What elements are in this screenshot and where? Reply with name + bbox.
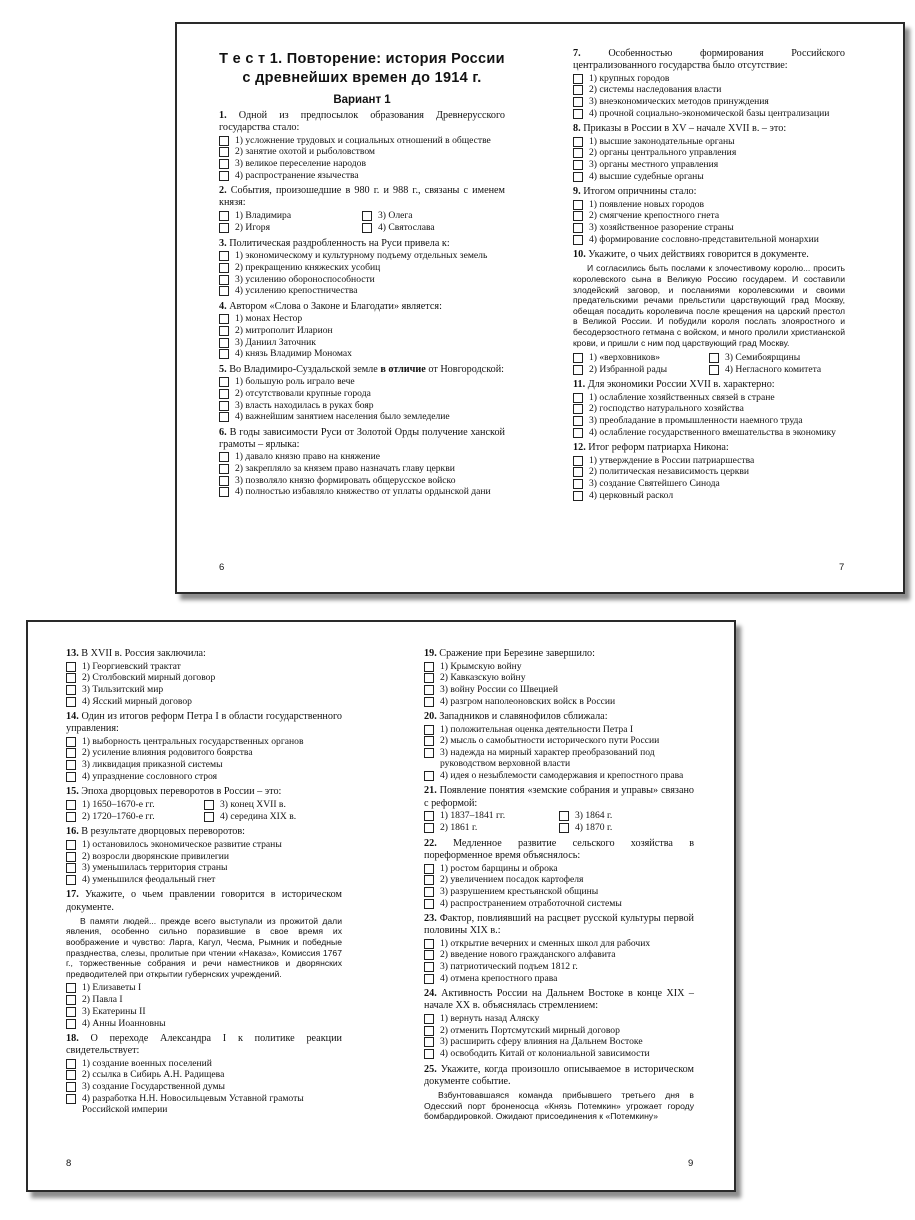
checkbox[interactable]	[424, 811, 434, 821]
checkbox[interactable]	[424, 771, 434, 781]
historical-document: И согласились быть послами к злочестивому королю... просить королевского сына в Великую Россию государем. И составили злодейский заговор, и посланиями королевскими и своими предательскими речами прельстили царствующий град Москву, обещая посадить королевича после крещения на царский престол в Великой России. И побудили короля послать злояростного и бесодерзостного гетмана с войском, и много пролили христианской крови, и пришли с ним под царствующий град Москву.	[573, 263, 845, 348]
question-11: 11. Для экономики России XVII в. характерно: 1) ослабление хозяйственных связей в стране 2) господство натурального хозяйства 3) преобладание в промышленности наемного труда 4) ослабление государственного вмешательства в экономику	[573, 379, 845, 438]
checkbox[interactable]	[204, 800, 214, 810]
question-24: 24. Активность России на Дальнем Востоке в конце XIX – начале XX в. объяснялась стремлением: 1) вернуть назад Аляску 2) отменить Портсмутский мирный договор 3) расширить сферу влияния на Дальнем Востоке 4) освободить Китай от колониальной зависимости	[424, 988, 695, 1060]
option-3[interactable]: 3) патриотический подъем 1812 г.	[424, 961, 694, 972]
option-2[interactable]: 2) мысль о самобытности исторического пути России	[424, 735, 694, 746]
option-4[interactable]: 4) разработка Н.Н. Новосильцевым Уставной грамоты Российской империи	[66, 1093, 342, 1116]
option-4[interactable]: 4) Ясский мирный договор	[66, 696, 342, 707]
checkbox[interactable]	[424, 899, 434, 909]
option-1[interactable]: 1) усложнение трудовых и социальных отношений в обществе	[219, 135, 505, 146]
checkbox[interactable]	[219, 326, 229, 336]
option-4[interactable]: 4) усилению крепостничества	[219, 285, 505, 296]
checkbox[interactable]	[66, 1007, 76, 1017]
checkbox[interactable]	[573, 160, 583, 170]
option-2[interactable]: 2) прекращению княжеских усобиц	[219, 262, 505, 273]
option-2[interactable]: 2) отменить Портсмутский мирный договор	[424, 1025, 694, 1036]
question-22: 22. Медленное развитие сельского хозяйства в пореформенное время объяснялось: 1) ростом барщины и оброка 2) увеличением посадок картофеля 3) разрушением крестьянской общины 4) распространением отработочной системы	[424, 837, 695, 909]
option-4[interactable]: 4) 1870 г.	[559, 822, 694, 833]
option-1[interactable]: 1) Елизаветы I	[66, 982, 342, 993]
checkbox[interactable]	[66, 737, 76, 747]
checkbox[interactable]	[66, 685, 76, 695]
option-3[interactable]: 3) конец XVII в.	[204, 799, 342, 810]
option-3[interactable]: 3) войну России со Швецией	[424, 684, 694, 695]
page-8	[66, 648, 342, 1116]
checkbox[interactable]	[219, 159, 229, 169]
option-3[interactable]: 3) 1864 г.	[559, 810, 694, 821]
checkbox[interactable]	[573, 74, 583, 84]
option-3[interactable]: 3) Олега	[362, 210, 505, 221]
option-4[interactable]: 4) уменьшился феодальный гнет	[66, 874, 342, 885]
option-2[interactable]: 2) ссылка в Сибирь А.Н. Радищева	[66, 1069, 342, 1080]
checkbox[interactable]	[424, 685, 434, 695]
option-4[interactable]: 4) князь Владимир Мономах	[219, 348, 505, 359]
checkbox[interactable]	[219, 171, 229, 181]
option-1[interactable]: 1) 1837–1841 гг.	[424, 810, 559, 821]
option-2[interactable]: 2) введение нового гражданского алфавита	[424, 949, 694, 960]
checkbox[interactable]	[424, 939, 434, 949]
test-title: Т е с т 1. Повторение: история России с древнейших времен до 1914 г.	[219, 51, 505, 86]
option-4[interactable]: 4) освободить Китай от колониальной зависимости	[424, 1048, 694, 1059]
option-3[interactable]: 3) Тильзитский мир	[66, 684, 342, 695]
historical-document: В памяти людей... прежде всего выступали из прожитой дали явления, особенно сильно поразившие в свое время их воображение и чувство: Ларга, Кагул, Чесма, Рымник и победные празднества, слезы, пролитые при чтении «Наказа», Комиссия 1767 г., торжественные собрания и речи наместников и дворянских предводителей при открытии губернских учреждений.	[66, 915, 342, 979]
option-3[interactable]: 3) создание Государственной думы	[66, 1081, 342, 1092]
option-4[interactable]: 4) Негласного комитета	[709, 364, 845, 375]
option-2[interactable]: 2) смягчение крепостного гнета	[573, 210, 845, 221]
page-number-7: 7	[839, 562, 845, 573]
option-4[interactable]: 4) ослабление государственного вмешательства в экономику	[573, 427, 845, 438]
top-spread	[175, 22, 905, 594]
question-13: 13. В XVII в. Россия заключила: 1) Георгиевский трактат 2) Столбовский мирный договор 3) Тильзитский мир 4) Ясский мирный договор	[66, 648, 342, 707]
checkbox[interactable]	[424, 823, 434, 833]
option-4[interactable]: 4) высшие судебные органы	[573, 171, 845, 182]
option-3[interactable]: 3) ликвидация приказной системы	[66, 759, 342, 770]
question-20: 20. Западников и славянофилов сближала: 1) положительная оценка деятельности Петра I 2) мысль о самобытности исторического пути России 3) надежда на мирный характер преобразований под руководством верховной власти 4) идея о незыблемости самодержавия и крепостного права	[424, 711, 694, 781]
checkbox[interactable]	[66, 983, 76, 993]
page-9	[424, 648, 694, 1125]
option-4[interactable]: 4) церковный раскол	[573, 490, 845, 501]
checkbox[interactable]	[66, 697, 76, 707]
option-4[interactable]: 4) Святослава	[362, 222, 505, 233]
checkbox[interactable]	[66, 673, 76, 683]
checkbox[interactable]	[573, 137, 583, 147]
question-3: 3. Политическая раздробленность на Руси привела к: 1) экономическому и культурному подъему отдельных земель 2) прекращению княжеских усобиц 3) усилению обороноспособности 4) усилению крепостничества	[219, 238, 505, 297]
option-3[interactable]: 3) внеэкономических методов принуждения	[573, 96, 845, 107]
checkbox[interactable]	[424, 662, 434, 672]
option-3[interactable]: 3) Семибоярщины	[709, 352, 845, 363]
checkbox[interactable]	[573, 404, 583, 414]
checkbox[interactable]	[424, 864, 434, 874]
option-1[interactable]: 1) экономическому и культурному подъему отдельных земель	[219, 250, 505, 261]
checkbox[interactable]	[219, 476, 229, 486]
question-15: 15. Эпоха дворцовых переворотов в России – это: 1) 1650–1670-е гг. 3) конец XVII в. 2) 1720–1760-е гг. 4) середина XIX в.	[66, 786, 342, 822]
checkbox[interactable]	[66, 1019, 76, 1029]
option-4[interactable]: 4) Анны Иоанновны	[66, 1018, 342, 1029]
question-6: 6. В годы зависимости Руси от Золотой Орды получение ханской грамоты – ярлыка: 1) давало князю право на княжение 2) закрепляло за князем право назначать главу церкви 3) позволяло князю формировать общерусское войско 4) полностью избавляло княжество от уплаты ордынской дани	[219, 426, 505, 498]
checkbox[interactable]	[219, 412, 229, 422]
checkbox[interactable]	[219, 314, 229, 324]
option-4[interactable]: 4) упразднение сословного строя	[66, 771, 342, 782]
question-23: 23. Фактор, повлиявший на расцвет русской культуры первой половины XIX в.: 1) открытие вечерних и сменных школ для рабочих 2) введение нового гражданского алфавита 3) патриотический подъем 1812 г. 4) отмена крепостного права	[424, 913, 695, 984]
question-12: 12. Итог реформ патриарха Никона: 1) утверждение в России патриаршества 2) политическая независимость церкви 3) создание Святейшего Синода 4) церковный раскол	[573, 442, 845, 501]
checkbox[interactable]	[573, 109, 583, 119]
option-4[interactable]: 4) отмена крепостного права	[424, 973, 694, 984]
checkbox[interactable]	[66, 840, 76, 850]
checkbox[interactable]	[559, 823, 569, 833]
checkbox[interactable]	[573, 211, 583, 221]
checkbox[interactable]	[424, 962, 434, 972]
checkbox[interactable]	[424, 1014, 434, 1024]
page-number-6: 6	[219, 562, 225, 573]
checkbox[interactable]	[219, 349, 229, 359]
option-1[interactable]: 1) большую роль играло вече	[219, 376, 505, 387]
checkbox[interactable]	[424, 1049, 434, 1059]
option-4[interactable]: 4) идея о незыблемости самодержавия и крепостного права	[424, 770, 694, 781]
option-4[interactable]: 4) распространением отработочной системы	[424, 898, 694, 909]
checkbox[interactable]	[573, 416, 583, 426]
checkbox[interactable]	[66, 875, 76, 885]
checkbox[interactable]	[66, 800, 76, 810]
checkbox[interactable]	[424, 1026, 434, 1036]
checkbox[interactable]	[219, 286, 229, 296]
option-3[interactable]: 3) Екатерины II	[66, 1006, 342, 1017]
checkbox[interactable]	[66, 1059, 76, 1069]
option-2[interactable]: 2) Кавказскую войну	[424, 672, 694, 683]
option-3[interactable]: 3) органы местного управления	[573, 159, 845, 170]
option-3[interactable]: 3) разрушением крестьянской общины	[424, 886, 694, 897]
historical-document: Взбунтовавшаяся команда прибывшего третьего дня в Одесский порт броненосца «Князь Потемкин» угрожает городу бомбардировкой. Ожидают присоединения к «Потемкину»	[424, 1089, 694, 1122]
question-7: 7. Особенностью формирования Российского централизованного государства было отсутствие: 1) крупных городов 2) системы наследования власти 3) внеэкономических методов принуждения 4) прочной социально-экономической базы централизации	[573, 48, 845, 119]
page-6	[219, 50, 505, 498]
option-2[interactable]: 2) Столбовский мирный договор	[66, 672, 342, 683]
option-2[interactable]: 2) Игоря	[219, 222, 362, 233]
checkbox[interactable]	[573, 223, 583, 233]
bottom-spread	[26, 620, 736, 1192]
checkbox[interactable]	[219, 147, 229, 157]
question-25: 25. Укажите, когда произошло описываемое в историческом документе событие. Взбунтовавшаяся команда прибывшего третьего дня в Одесский порт броненосца «Князь Потемкин» угрожает городу бомбардировкой. Ожидают присоединения к «Потемкину»	[424, 1063, 694, 1122]
option-2[interactable]: 2) закрепляло за князем право назначать главу церкви	[219, 463, 505, 474]
checkbox[interactable]	[66, 812, 76, 822]
checkbox[interactable]	[219, 263, 229, 273]
checkbox[interactable]	[424, 725, 434, 735]
option-1[interactable]: 1) открытие вечерних и сменных школ для рабочих	[424, 938, 694, 949]
option-1[interactable]: 1) создание военных поселений	[66, 1058, 342, 1069]
checkbox[interactable]	[66, 852, 76, 862]
option-2[interactable]: 2) Избранной рады	[573, 364, 709, 375]
option-1[interactable]: 1) вернуть назад Аляску	[424, 1013, 694, 1024]
question-8: 8. Приказы в России в XV – начале XVII в. – это: 1) высшие законодательные органы 2) органы центрального управления 3) органы местного управления 4) высшие судебные органы	[573, 123, 845, 182]
checkbox[interactable]	[573, 491, 583, 501]
checkbox[interactable]	[573, 172, 583, 182]
option-1[interactable]: 1) Владимира	[219, 210, 362, 221]
option-4[interactable]: 4) прочной социально-экономической базы централизации	[573, 108, 845, 119]
option-2[interactable]: 2) усиление влияния родовитого боярства	[66, 747, 342, 758]
option-1[interactable]: 1) «верховников»	[573, 352, 709, 363]
question-21: 21. Появление понятия «земские собрания и управы» связано с реформой: 1) 1837–1841 гг. 3) 1864 г. 2) 1861 г. 4) 1870 г.	[424, 785, 695, 834]
option-2[interactable]: 2) Павла I	[66, 994, 342, 1005]
checkbox[interactable]	[219, 464, 229, 474]
option-2[interactable]: 2) господство натурального хозяйства	[573, 403, 845, 414]
checkbox[interactable]	[709, 365, 719, 375]
option-1[interactable]: 1) ослабление хозяйственных связей в стране	[573, 392, 845, 403]
option-4[interactable]: 4) полностью избавляло княжество от уплаты ордынской дани	[219, 486, 505, 497]
option-1[interactable]: 1) Крымскую войну	[424, 661, 694, 672]
checkbox[interactable]	[573, 235, 583, 245]
checkbox[interactable]	[66, 863, 76, 873]
option-2[interactable]: 2) занятие охотой и рыболовством	[219, 146, 505, 157]
checkbox[interactable]	[219, 487, 229, 497]
checkbox[interactable]	[424, 875, 434, 885]
checkbox[interactable]	[573, 456, 583, 466]
option-1[interactable]: 1) крупных городов	[573, 73, 845, 84]
question-4: 4. Автором «Слова о Законе и Благодати» является: 1) монах Нестор 2) митрополит Иларион 3) Даниил Заточник 4) князь Владимир Мономах	[219, 301, 505, 360]
page-7	[573, 48, 845, 502]
option-4[interactable]: 4) середина XIX в.	[204, 811, 342, 822]
checkbox[interactable]	[573, 428, 583, 438]
question-1: 1. Одной из предпосылок образования Древнерусского государства стало: 1) усложнение трудовых и социальных отношений в обществе 2) занятие охотой и рыболовством 3) великое переселение народов 4) распространение язычества	[219, 110, 506, 181]
checkbox[interactable]	[66, 1082, 76, 1092]
option-3[interactable]: 3) Даниил Заточник	[219, 337, 505, 348]
option-1[interactable]: 1) ростом барщины и оброка	[424, 863, 694, 874]
checkbox[interactable]	[66, 1094, 76, 1104]
checkbox[interactable]	[424, 974, 434, 984]
checkbox[interactable]	[573, 97, 583, 107]
checkbox[interactable]	[424, 1037, 434, 1047]
checkbox[interactable]	[219, 401, 229, 411]
option-3[interactable]: 3) расширить сферу влияния на Дальнем Востоке	[424, 1036, 694, 1047]
variant-label: Вариант 1	[333, 94, 391, 106]
checkbox[interactable]	[204, 812, 214, 822]
question-16: 16. В результате дворцовых переворотов: 1) остановилось экономическое развитие страны 2) возросли дворянские привилегии 3) уменьшилась территория страны 4) уменьшился феодальный гнет	[66, 826, 342, 885]
option-1[interactable]: 1) монах Нестор	[219, 313, 505, 324]
checkbox[interactable]	[709, 353, 719, 363]
option-3[interactable]: 3) уменьшилась территория страны	[66, 862, 342, 873]
option-2[interactable]: 2) 1861 г.	[424, 822, 559, 833]
checkbox[interactable]	[362, 211, 372, 221]
option-3[interactable]: 3) усилению обороноспособности	[219, 274, 505, 285]
checkbox[interactable]	[66, 772, 76, 782]
option-1[interactable]: 1) остановилось экономическое развитие страны	[66, 839, 342, 850]
checkbox[interactable]	[424, 673, 434, 683]
checkbox[interactable]	[66, 662, 76, 672]
checkbox[interactable]	[424, 950, 434, 960]
option-3[interactable]: 3) позволяло князю формировать общерусское войско	[219, 475, 505, 486]
checkbox[interactable]	[66, 995, 76, 1005]
checkbox[interactable]	[219, 452, 229, 462]
option-2[interactable]: 2) отсутствовали крупные города	[219, 388, 505, 399]
checkbox[interactable]	[219, 211, 229, 221]
checkbox[interactable]	[573, 200, 583, 210]
checkbox[interactable]	[219, 275, 229, 285]
option-1[interactable]: 1) Георгиевский трактат	[66, 661, 342, 672]
option-1[interactable]: 1) выборность центральных государственных органов	[66, 736, 342, 747]
option-1[interactable]: 1) утверждение в России патриаршества	[573, 455, 845, 466]
option-4[interactable]: 4) разгром наполеоновских войск в России	[424, 696, 694, 707]
checkbox[interactable]	[219, 223, 229, 233]
checkbox[interactable]	[219, 136, 229, 146]
checkbox[interactable]	[424, 736, 434, 746]
option-3[interactable]: 3) великое переселение народов	[219, 158, 505, 169]
checkbox[interactable]	[362, 223, 372, 233]
option-3[interactable]: 3) надежда на мирный характер преобразований под руководством верховной власти	[424, 747, 694, 770]
question-17: 17. Укажите, о чьем правлении говорится в историческом документе. В памяти людей... прежде всего выступали из прожитой дали явления, особенно сильно поразившие в свое время их воображение и чувство: Ларга, Кагул, Чесма, Рымник и победные празднества, слезы, пролитые при чтении «Наказа», Комиссия 1767 г., торжественные собрания и речи наместников и дворянских предводителей при открытии губернских учреждений. 1) Елизаветы I 2) Павла I 3) Екатерины II 4) Анны Иоанновны	[66, 889, 342, 1029]
option-2[interactable]: 2) органы центрального управления	[573, 147, 845, 158]
checkbox[interactable]	[573, 365, 583, 375]
checkbox[interactable]	[66, 760, 76, 770]
question-10: 10. Укажите, о чьих действиях говорится в документе. И согласились быть послами к злочестивому королю... просить королевского сына в Великую Россию государем. И составили злодейский заговор, и посланиями королевскими и своими предательскими речами прельстили царствующий град Москву, обещая посадить королевича после крещения на царский престол в Великой России. И побудили короля послать злояростного и бесодерзостного гетмана с войском, и много пролили христианской крови, и пришли с ним под царствующий град Москву. 1) «верховников» 3) Семибоярщины 2) Избранной рады 4) Негласного комитета	[573, 249, 845, 375]
option-2[interactable]: 2) митрополит Иларион	[219, 325, 505, 336]
question-5: 5. Во Владимиро-Суздальской земле в отличие от Новгородской: 1) большую роль играло вече 2) отсутствовали крупные города 3) власть находилась в руках бояр 4) важнейшим занятием населения было земледелие	[219, 363, 505, 423]
option-3[interactable]: 3) хозяйственное разорение страны	[573, 222, 845, 233]
checkbox[interactable]	[219, 251, 229, 261]
option-4[interactable]: 4) формирование сословно-представительной монархии	[573, 234, 845, 245]
checkbox[interactable]	[573, 479, 583, 489]
question-18: 18. О переходе Александра I к политике реакции свидетельствует: 1) создание военных поселений 2) ссылка в Сибирь А.Н. Радищева 3) создание Государственной думы 4) разработка Н.Н. Новосильцевым Уставной грамоты Российской империи	[66, 1032, 343, 1116]
option-1[interactable]: 1) высшие законодательные органы	[573, 136, 845, 147]
checkbox[interactable]	[573, 148, 583, 158]
question-9: 9. Итогом опричнины стало: 1) появление новых городов 2) смягчение крепостного гнета 3) хозяйственное разорение страны 4) формирование сословно-представительной монархии	[573, 186, 845, 245]
checkbox[interactable]	[424, 697, 434, 707]
checkbox[interactable]	[573, 353, 583, 363]
checkbox[interactable]	[424, 748, 434, 758]
option-1[interactable]: 1) 1650–1670-е гг.	[66, 799, 204, 810]
question-2: 2. События, произошедшие в 980 г. и 988 г., связаны с именем князя: 1) Владимира 3) Олега 2) Игоря 4) Святослава	[219, 185, 506, 233]
option-2[interactable]: 2) политическая независимость церкви	[573, 466, 845, 477]
page-number-9: 9	[688, 1158, 694, 1169]
checkbox[interactable]	[573, 85, 583, 95]
checkbox[interactable]	[219, 389, 229, 399]
checkbox[interactable]	[424, 887, 434, 897]
option-3[interactable]: 3) создание Святейшего Синода	[573, 478, 845, 489]
option-1[interactable]: 1) появление новых городов	[573, 199, 845, 210]
checkbox[interactable]	[66, 1070, 76, 1080]
option-4[interactable]: 4) распространение язычества	[219, 170, 505, 181]
option-1[interactable]: 1) положительная оценка деятельности Петра I	[424, 724, 694, 735]
checkbox[interactable]	[573, 467, 583, 477]
page-number-8: 8	[66, 1158, 72, 1169]
option-2[interactable]: 2) увеличением посадок картофеля	[424, 874, 694, 885]
option-2[interactable]: 2) 1720–1760-е гг.	[66, 811, 204, 822]
option-3[interactable]: 3) преобладание в промышленности наемного труда	[573, 415, 845, 426]
question-14: 14. Один из итогов реформ Петра I в области государственного управления: 1) выборность центральных государственных органов 2) усиление влияния родовитого боярства 3) ликвидация приказной системы 4) упразднение сословного строя	[66, 711, 342, 782]
option-4[interactable]: 4) важнейшим занятием населения было земледелие	[219, 411, 505, 422]
option-2[interactable]: 2) системы наследования власти	[573, 84, 845, 95]
option-1[interactable]: 1) давало князю право на княжение	[219, 451, 505, 462]
checkbox[interactable]	[573, 393, 583, 403]
question-19: 19. Сражение при Березине завершило: 1) Крымскую войну 2) Кавказскую войну 3) войну России со Швецией 4) разгром наполеоновских войск в России	[424, 648, 694, 707]
checkbox[interactable]	[219, 377, 229, 387]
checkbox[interactable]	[66, 748, 76, 758]
checkbox[interactable]	[219, 338, 229, 348]
checkbox[interactable]	[559, 811, 569, 821]
option-2[interactable]: 2) возросли дворянские привилегии	[66, 851, 342, 862]
option-3[interactable]: 3) власть находилась в руках бояр	[219, 400, 505, 411]
